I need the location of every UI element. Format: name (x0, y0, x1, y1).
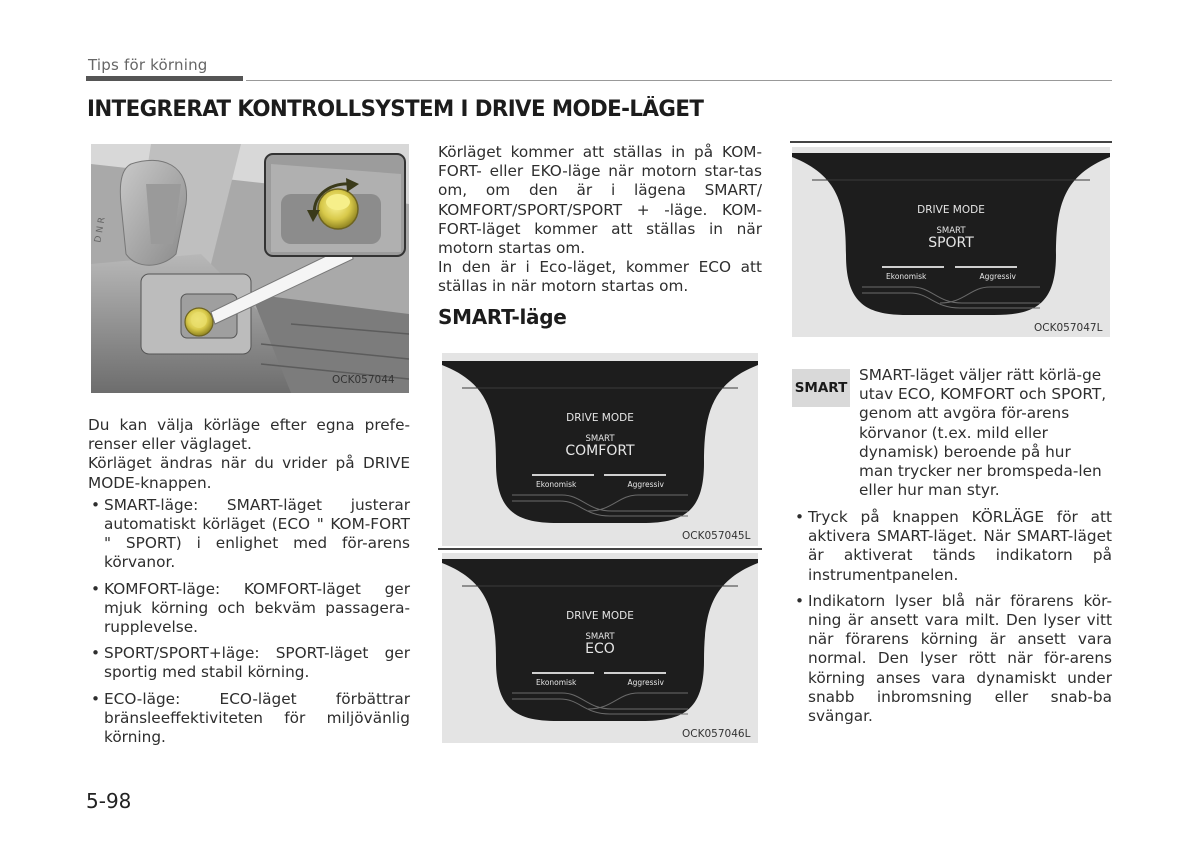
svg-text:D N R: D N R (93, 216, 108, 244)
figure-code: OCK057047L (1034, 322, 1103, 334)
display-smart-label: SMART (936, 226, 966, 236)
list-item: • Indikatorn lyser blå när förarens kör-ning är ansett vara milt. Den lyser vitt när förarens körning är ansett vara normal. Den lyser rött när för-arens körning anses vara dynamiskt under snabb inbromsning eller snab-ba svängar. (792, 592, 1112, 726)
list-item: • SMART-läge: SMART-läget justerar automatiskt körläget (ECO " KOM-FORT " SPORT) i enlighet med för-arens körvanor. (88, 496, 410, 573)
section-label: Tips för körning (88, 56, 208, 74)
figure-rule (790, 141, 1112, 143)
list-item: • ECO-läge: ECO-läget förbättrar bränsleeffektiviteten för miljövänlig körning. (88, 690, 410, 748)
display-sport (792, 147, 1110, 337)
drive-mode-knob-figure (91, 144, 409, 393)
intro-paragraph-1: Du kan välja körläge efter egna prefe-renser eller väglaget. (88, 416, 410, 454)
display-right-label: Aggressiv (627, 480, 664, 489)
display-left-label: Ekonomisk (886, 272, 927, 281)
display-eco (442, 553, 758, 743)
left-column-text (88, 416, 410, 754)
display-title: DRIVE MODE (566, 610, 634, 622)
smart-heading: SMART-läge (438, 305, 567, 329)
display-left-label: Ekonomisk (536, 678, 577, 687)
eco-paragraph: In den är i Eco-läget, kommer ECO att ställas in när motorn startas om. (438, 258, 762, 296)
display-title: DRIVE MODE (566, 412, 634, 424)
list-item: • Tryck på knappen KÖRLÄGE för att aktivera SMART-läget. När SMART-läget är aktiverat tänds indikatorn på instrumentpanelen. (792, 508, 1112, 585)
display-right-label: Aggressiv (979, 272, 1016, 281)
figure-rule (438, 548, 762, 550)
smart-indicator-badge: SMART (792, 369, 850, 407)
display-smart-label: SMART (585, 632, 615, 642)
restart-paragraph: Körläget kommer att ställas in på KOM-FORT- eller EKO-läge när motorn star-tas om, om den är i lägena SMART/ KOMFORT/SPORT/SPORT + -läge. KOM-FORT-läget kommer att ställas in när motorn startas om. (438, 143, 762, 258)
display-title: DRIVE MODE (917, 204, 985, 216)
smart-list (792, 508, 1112, 726)
figure-code: OCK057045L (682, 530, 751, 542)
display-mode-label: ECO (585, 641, 615, 657)
header-rule-thin (246, 80, 1112, 81)
display-comfort (442, 353, 758, 546)
intro-paragraph-2: Körläget ändras när du vrider på DRIVE MODE-knappen. (88, 454, 410, 492)
page-number: 5-98 (86, 789, 132, 813)
display-smart-label: SMART (585, 434, 615, 444)
display-right-label: Aggressiv (627, 678, 664, 687)
mode-list (88, 496, 410, 747)
middle-column-text (438, 143, 762, 297)
display-mode-label: COMFORT (565, 443, 635, 459)
list-item: • KOMFORT-läge: KOMFORT-läget ger mjuk körning och bekväm passagera-rupplevelse. (88, 580, 410, 638)
list-item: • SPORT/SPORT+läge: SPORT-läget ger sportig med stabil körning. (88, 644, 410, 682)
figure-code: OCK057044 (332, 374, 395, 386)
display-mode-label: SPORT (928, 235, 974, 251)
header-rule-thick (86, 76, 243, 81)
display-left-label: Ekonomisk (536, 480, 577, 489)
figure-code: OCK057046L (682, 728, 751, 740)
page-title: INTEGRERAT KONTROLLSYSTEM I DRIVE MODE-LÄGET (87, 97, 704, 122)
right-column-text (792, 508, 1112, 733)
console-illustration (91, 144, 409, 393)
smart-description: SMART-läget väljer rätt körlä-ge utav ECO, KOMFORT och SPORT, genom att avgöra för-arens körvanor (t.ex. mild eller dynamisk) beroende på hur man trycker ner bromspeda-len eller hur man styr. (859, 366, 1107, 500)
